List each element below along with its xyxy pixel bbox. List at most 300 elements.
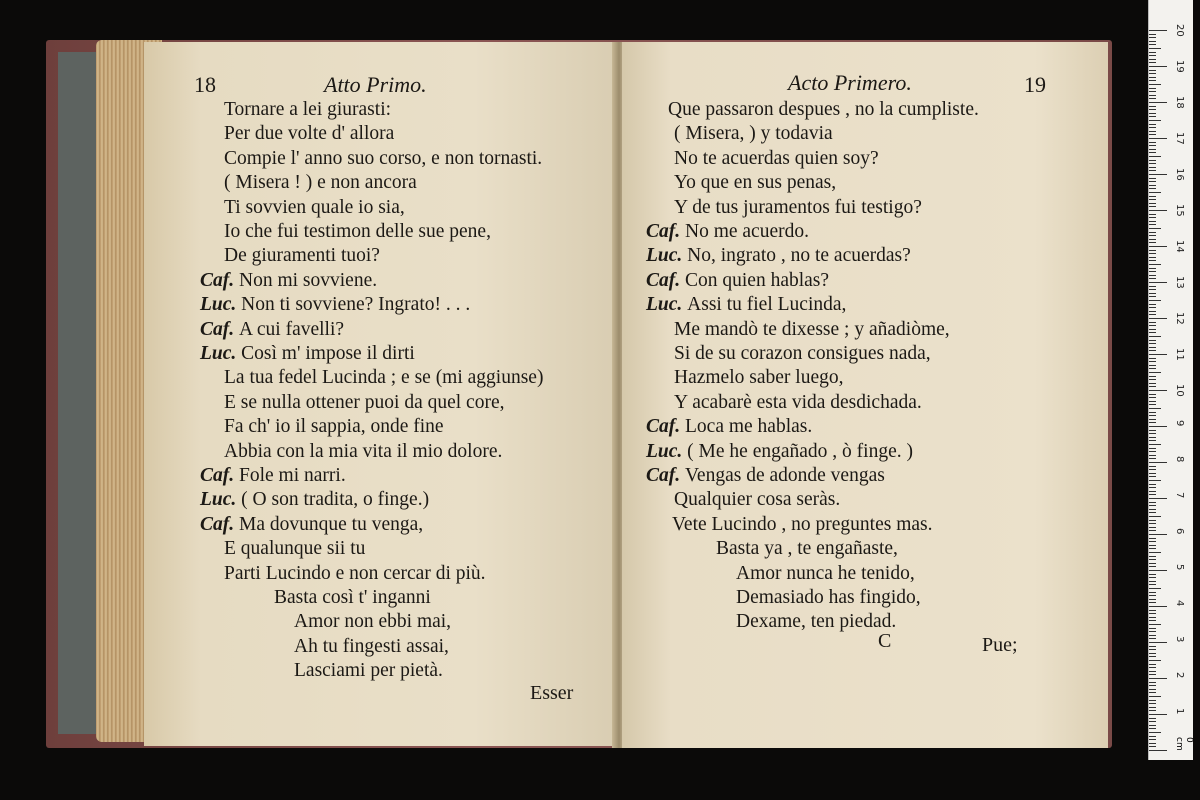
ruler-tick xyxy=(1149,95,1156,96)
line-text: Ah tu fingesti assai, xyxy=(294,635,449,657)
verse-line xyxy=(646,415,812,439)
ruler-tick xyxy=(1149,235,1156,236)
ruler-tick xyxy=(1149,307,1156,308)
ruler-tick xyxy=(1149,188,1156,189)
ruler-tick xyxy=(1149,494,1156,495)
ruler-tick xyxy=(1149,566,1156,567)
ruler-tick xyxy=(1149,88,1156,89)
line-text: E se nulla ottener puoi da quel core, xyxy=(224,391,505,413)
ruler-tick xyxy=(1149,77,1156,78)
verse-line xyxy=(200,488,429,512)
verse-line xyxy=(646,269,829,293)
ruler-tick xyxy=(1149,361,1156,362)
ruler-tick xyxy=(1149,203,1156,204)
line-text: Hazmelo saber luego, xyxy=(674,367,844,389)
line-text: Fa ch' io il sappia, onde fine xyxy=(224,416,444,438)
ruler-tick xyxy=(1149,484,1156,485)
line-text: Y acabarè esta vida desdichada. xyxy=(674,391,922,413)
line-text: Qualquier cosa seràs. xyxy=(674,489,841,511)
ruler-tick xyxy=(1149,318,1167,319)
ruler-number: 2 xyxy=(1174,672,1185,679)
ruler-tick xyxy=(1149,55,1156,56)
ruler-tick xyxy=(1149,415,1156,416)
ruler-tick xyxy=(1149,458,1156,459)
ruler-tick xyxy=(1149,246,1167,247)
ruler-tick xyxy=(1149,617,1156,618)
ruler-tick xyxy=(1149,433,1156,434)
ruler-tick xyxy=(1149,239,1156,240)
verse-line xyxy=(200,342,415,366)
verse-line xyxy=(674,196,922,220)
ruler-tick xyxy=(1149,271,1156,272)
ruler-tick xyxy=(1149,509,1156,510)
ruler-tick xyxy=(1149,419,1156,420)
left-page xyxy=(144,42,616,746)
line-text: Basta ya , te engañaste, xyxy=(716,538,898,560)
ruler-tick xyxy=(1149,620,1156,621)
measurement-ruler xyxy=(1148,0,1193,760)
verse-line xyxy=(200,513,423,537)
ruler-tick xyxy=(1149,559,1156,560)
line-text: Ti sovvien quale io sia, xyxy=(224,196,405,218)
speaker-label: Caf. xyxy=(646,269,685,291)
ruler-tick xyxy=(1149,278,1156,279)
ruler-tick xyxy=(1149,563,1156,564)
verse-line xyxy=(200,464,346,488)
verse-line xyxy=(646,440,913,464)
verse-line xyxy=(224,171,417,195)
ruler-tick xyxy=(1149,710,1156,711)
ruler-tick xyxy=(1149,584,1156,585)
ruler-number: 14 xyxy=(1174,240,1185,253)
ruler-tick xyxy=(1149,422,1156,423)
ruler-tick xyxy=(1149,52,1156,53)
ruler-tick xyxy=(1149,221,1156,222)
ruler-number: 3 xyxy=(1174,636,1185,643)
ruler-tick xyxy=(1149,574,1156,575)
ruler-tick xyxy=(1149,638,1156,639)
ruler-tick xyxy=(1149,102,1167,103)
verse-line xyxy=(224,220,491,244)
ruler-tick xyxy=(1149,98,1156,99)
verse-line xyxy=(224,196,405,220)
line-text: No te acuerdas quien soy? xyxy=(674,147,879,169)
verse-line xyxy=(224,537,365,561)
speaker-label: Caf. xyxy=(646,416,685,438)
ruler-tick xyxy=(1149,170,1156,171)
ruler-tick xyxy=(1149,347,1156,348)
speaker-label: Caf. xyxy=(200,318,239,340)
ruler-tick xyxy=(1149,217,1156,218)
ruler-tick xyxy=(1149,84,1161,85)
ruler-tick xyxy=(1149,412,1156,413)
verse-line xyxy=(736,610,896,634)
ruler-tick xyxy=(1149,34,1156,35)
line-text: Non ti sovviene? Ingrato! . . . xyxy=(241,294,471,316)
line-text: Que passaron despues , no la cumpliste. xyxy=(668,99,979,120)
right-page xyxy=(622,42,1108,748)
ruler-number: 12 xyxy=(1174,312,1185,325)
ruler-tick xyxy=(1149,332,1156,333)
ruler-tick xyxy=(1149,145,1156,146)
ruler-tick xyxy=(1149,368,1156,369)
ruler-tick xyxy=(1149,62,1156,63)
line-text: E qualunque sii tu xyxy=(224,538,366,560)
ruler-tick xyxy=(1149,707,1156,708)
speaker-label: Caf. xyxy=(200,269,239,291)
ruler-tick xyxy=(1149,437,1156,438)
ruler-tick xyxy=(1149,746,1156,747)
ruler-tick xyxy=(1149,588,1161,589)
line-text: Lasciami per pietà. xyxy=(294,660,443,682)
ruler-tick xyxy=(1149,592,1156,593)
verse-line xyxy=(294,659,443,683)
ruler-tick xyxy=(1149,304,1156,305)
ruler-tick xyxy=(1149,192,1161,193)
ruler-tick xyxy=(1149,570,1167,571)
page-number: 19 xyxy=(1024,72,1046,97)
verse-line xyxy=(224,122,394,146)
ruler-tick xyxy=(1149,242,1156,243)
ruler-tick xyxy=(1149,109,1156,110)
ruler-tick xyxy=(1149,725,1156,726)
ruler-tick xyxy=(1149,671,1156,672)
ruler-tick xyxy=(1149,426,1167,427)
verse-line xyxy=(200,293,470,317)
ruler-tick xyxy=(1149,210,1167,211)
ruler-tick xyxy=(1149,469,1156,470)
ruler-tick xyxy=(1149,163,1156,164)
verse-line xyxy=(646,293,846,317)
verse-line xyxy=(668,98,979,122)
ruler-tick xyxy=(1149,80,1156,81)
line-text: Non mi sovviene. xyxy=(239,269,378,291)
ruler-tick xyxy=(1149,743,1156,744)
ruler-tick xyxy=(1149,66,1167,67)
ruler-tick xyxy=(1149,224,1156,225)
verse-line xyxy=(736,586,921,610)
ruler-tick xyxy=(1149,206,1156,207)
ruler-number: 7 xyxy=(1174,492,1185,499)
ruler-tick xyxy=(1149,91,1156,92)
ruler-tick xyxy=(1149,660,1161,661)
ruler-tick xyxy=(1149,386,1156,387)
ruler-number: 5 xyxy=(1174,564,1185,571)
ruler-tick xyxy=(1149,516,1161,517)
verse-line xyxy=(674,342,931,366)
ruler-tick xyxy=(1149,30,1167,31)
ruler-tick xyxy=(1149,606,1167,607)
ruler-tick xyxy=(1149,444,1161,445)
ruler-tick xyxy=(1149,336,1161,337)
catchword: Esser xyxy=(530,682,574,704)
speaker-label: Caf. xyxy=(200,465,239,486)
ruler-tick xyxy=(1149,527,1156,528)
ruler-tick xyxy=(1149,350,1156,351)
line-text: Fole mi narri. xyxy=(239,465,346,486)
running-head: Acto Primero. xyxy=(788,70,912,95)
verse-line xyxy=(200,269,377,293)
verse-line xyxy=(674,366,843,390)
line-text: Compie l' anno suo corso, e non tornasti. xyxy=(224,147,543,169)
ruler-number: 6 xyxy=(1174,528,1185,535)
ruler-number: 15 xyxy=(1174,204,1185,217)
verse-line xyxy=(646,244,911,268)
ruler-tick xyxy=(1149,59,1156,60)
ruler-tick xyxy=(1149,314,1156,315)
line-text: Così m' impose il dirti xyxy=(241,343,415,364)
ruler-tick xyxy=(1149,577,1156,578)
line-text: Yo que en sus penas, xyxy=(674,172,837,194)
line-text: Tornare a lei giurasti: xyxy=(224,99,392,120)
verse-line xyxy=(294,635,449,659)
line-text: La tua fedel Lucinda ; e se (mi aggiunse) xyxy=(224,367,544,389)
ruler-tick xyxy=(1149,480,1161,481)
ruler-tick xyxy=(1149,700,1156,701)
verse-line xyxy=(672,513,932,537)
line-text: ( Me he engañado , ò finge. ) xyxy=(687,440,913,462)
ruler-number: 1 xyxy=(1174,708,1185,715)
ruler-number: 20 xyxy=(1174,24,1185,37)
ruler-number: 8 xyxy=(1174,456,1185,463)
speaker-label: Luc. xyxy=(200,343,242,364)
ruler-tick xyxy=(1149,214,1156,215)
line-text: ( Misera ! ) e non ancora xyxy=(224,172,417,194)
ruler-tick xyxy=(1149,268,1156,269)
line-text: Vete Lucindo , no preguntes mas. xyxy=(672,513,933,535)
line-text: A cui favelli? xyxy=(239,318,345,340)
verse-line xyxy=(736,562,915,586)
ruler-tick xyxy=(1149,48,1161,49)
line-text: Abbia con la mia vita il mio dolore. xyxy=(224,440,503,462)
ruler-tick xyxy=(1149,264,1161,265)
ruler-tick xyxy=(1149,581,1156,582)
line-text: Assi tu fiel Lucinda, xyxy=(687,294,847,316)
ruler-tick xyxy=(1149,372,1161,373)
ruler-tick xyxy=(1149,343,1156,344)
speaker-label: Luc. xyxy=(646,294,688,316)
ruler-tick xyxy=(1149,286,1156,287)
verse-line xyxy=(674,488,840,512)
ruler-tick xyxy=(1149,275,1156,276)
ruler-tick xyxy=(1149,131,1156,132)
ruler-tick xyxy=(1149,610,1156,611)
ruler-tick xyxy=(1149,473,1156,474)
ruler-tick xyxy=(1149,728,1156,729)
ruler-tick xyxy=(1149,656,1156,657)
verse-line xyxy=(200,318,344,342)
catchword: Pue; xyxy=(982,634,1018,656)
ruler-tick xyxy=(1149,487,1156,488)
ruler-number: 9 xyxy=(1174,420,1185,427)
ruler-tick xyxy=(1149,120,1161,121)
ruler-tick xyxy=(1149,674,1156,675)
ruler-tick xyxy=(1149,689,1156,690)
ruler-tick xyxy=(1149,466,1156,467)
ruler-tick xyxy=(1149,106,1156,107)
ruler-tick xyxy=(1149,545,1156,546)
ruler-number: 11 xyxy=(1174,348,1185,361)
ruler-tick xyxy=(1149,167,1156,168)
speaker-label: Luc. xyxy=(200,489,242,511)
ruler-tick xyxy=(1149,311,1156,312)
verse-line xyxy=(716,537,898,561)
speaker-label: Luc. xyxy=(646,440,688,462)
ruler-tick xyxy=(1149,44,1156,45)
line-text: Vengas de adonde vengas xyxy=(685,465,885,486)
ruler-tick xyxy=(1149,408,1161,409)
speaker-label: Caf. xyxy=(646,221,685,242)
ruler-tick xyxy=(1149,552,1161,553)
line-text: Me mandò te dixesse ; y añadiòme, xyxy=(674,318,950,340)
ruler-tick xyxy=(1149,358,1156,359)
verse-line xyxy=(294,610,451,634)
verse-line xyxy=(224,366,543,390)
line-text: No, ingrato , no te acuerdas? xyxy=(687,245,911,267)
ruler-tick xyxy=(1149,750,1167,751)
ruler-tick xyxy=(1149,624,1161,625)
verse-line xyxy=(674,391,922,415)
ruler-tick xyxy=(1149,113,1156,114)
ruler-tick xyxy=(1149,228,1161,229)
ruler-tick xyxy=(1149,613,1156,614)
ruler-tick xyxy=(1149,455,1156,456)
ruler-tick xyxy=(1149,138,1167,139)
ruler-tick xyxy=(1149,329,1156,330)
ruler-tick xyxy=(1149,260,1156,261)
ruler-tick xyxy=(1149,430,1156,431)
ruler-tick xyxy=(1149,196,1156,197)
ruler-tick xyxy=(1149,257,1156,258)
ruler-tick xyxy=(1149,394,1156,395)
line-text: Ma dovunque tu venga, xyxy=(239,513,424,535)
ruler-tick xyxy=(1149,340,1156,341)
ruler-tick xyxy=(1149,512,1156,513)
line-text: Basta così t' inganni xyxy=(274,587,431,608)
ruler-number: 18 xyxy=(1174,96,1185,109)
ruler-tick xyxy=(1149,404,1156,405)
ruler-tick xyxy=(1149,160,1156,161)
ruler-tick xyxy=(1149,530,1156,531)
ruler-tick xyxy=(1149,739,1156,740)
ruler-number: 13 xyxy=(1174,276,1185,289)
ruler-tick xyxy=(1149,134,1156,135)
ruler-tick xyxy=(1149,523,1156,524)
ruler-tick xyxy=(1149,322,1156,323)
ruler-tick xyxy=(1149,365,1156,366)
ruler-tick xyxy=(1149,703,1156,704)
ruler-tick xyxy=(1149,37,1156,38)
ruler-number: 4 xyxy=(1174,600,1185,607)
verse-line xyxy=(224,147,542,171)
ruler-tick xyxy=(1149,635,1156,636)
ruler-tick xyxy=(1149,152,1156,153)
ruler-tick xyxy=(1149,732,1161,733)
ruler-tick xyxy=(1149,325,1156,326)
ruler-tick xyxy=(1149,354,1167,355)
ruler-tick xyxy=(1149,498,1167,499)
ruler-tick xyxy=(1149,116,1156,117)
ruler-tick xyxy=(1149,476,1156,477)
line-text: Io che fui testimon delle sue pene, xyxy=(224,221,491,242)
ruler-tick xyxy=(1149,714,1167,715)
ruler-tick xyxy=(1149,293,1156,294)
speaker-label: Caf. xyxy=(200,513,239,535)
ruler-tick xyxy=(1149,142,1156,143)
ruler-tick xyxy=(1149,178,1156,179)
ruler-number: 10 xyxy=(1174,384,1185,397)
line-text: ( O son tradita, o finge.) xyxy=(241,489,430,511)
ruler-tick xyxy=(1149,379,1156,380)
line-text: ( Misera, ) y todavia xyxy=(674,123,833,145)
ruler-tick xyxy=(1149,127,1156,128)
running-head: Atto Primo. xyxy=(324,72,427,97)
ruler-tick xyxy=(1149,156,1161,157)
ruler-tick xyxy=(1149,73,1156,74)
ruler-tick xyxy=(1149,534,1167,535)
ruler-tick xyxy=(1149,602,1156,603)
ruler-tick xyxy=(1149,649,1156,650)
ruler-tick xyxy=(1149,721,1156,722)
ruler-tick xyxy=(1149,300,1161,301)
ruler-tick xyxy=(1149,185,1156,186)
page-number: 18 xyxy=(194,72,216,97)
ruler-tick xyxy=(1149,678,1167,679)
ruler-tick xyxy=(1149,41,1156,42)
ruler-tick xyxy=(1149,692,1156,693)
ruler-tick xyxy=(1149,124,1156,125)
ruler-tick xyxy=(1149,174,1167,175)
ruler-tick xyxy=(1149,448,1156,449)
line-text: Amor nunca he tenido, xyxy=(736,562,915,584)
ruler-tick xyxy=(1149,628,1156,629)
verse-line xyxy=(646,220,809,244)
verse-line xyxy=(646,464,885,488)
ruler-tick xyxy=(1149,548,1156,549)
ruler-tick xyxy=(1149,397,1156,398)
ruler-tick xyxy=(1149,181,1156,182)
ruler-tick xyxy=(1149,282,1167,283)
ruler-tick xyxy=(1149,556,1156,557)
line-text: Demasiado has fingido, xyxy=(736,587,921,608)
line-text: Amor non ebbi mai, xyxy=(294,611,452,633)
ruler-tick xyxy=(1149,653,1156,654)
ruler-tick xyxy=(1149,440,1156,441)
ruler-tick xyxy=(1149,664,1156,665)
ruler-tick xyxy=(1149,390,1167,391)
verse-line xyxy=(224,244,380,268)
ruler-tick xyxy=(1149,736,1156,737)
speaker-label: Luc. xyxy=(646,245,688,267)
verse-line xyxy=(674,171,836,195)
ruler-tick xyxy=(1149,599,1156,600)
line-text: Parti Lucindo e non cercar di più. xyxy=(224,562,486,584)
verse-line xyxy=(224,562,486,586)
ruler-unit: 0 cm xyxy=(1174,737,1194,751)
ruler-tick xyxy=(1149,667,1156,668)
ruler-tick xyxy=(1149,70,1156,71)
ruler-tick xyxy=(1149,718,1156,719)
speaker-label: Caf. xyxy=(646,465,685,486)
ruler-tick xyxy=(1149,502,1156,503)
speaker-label: Luc. xyxy=(200,294,242,316)
ruler-tick xyxy=(1149,462,1167,463)
ruler-tick xyxy=(1149,149,1156,150)
line-text: Si de su corazon consigues nada, xyxy=(674,343,931,364)
ruler-tick xyxy=(1149,642,1167,643)
ruler-tick xyxy=(1149,696,1161,697)
verse-line xyxy=(224,440,502,464)
